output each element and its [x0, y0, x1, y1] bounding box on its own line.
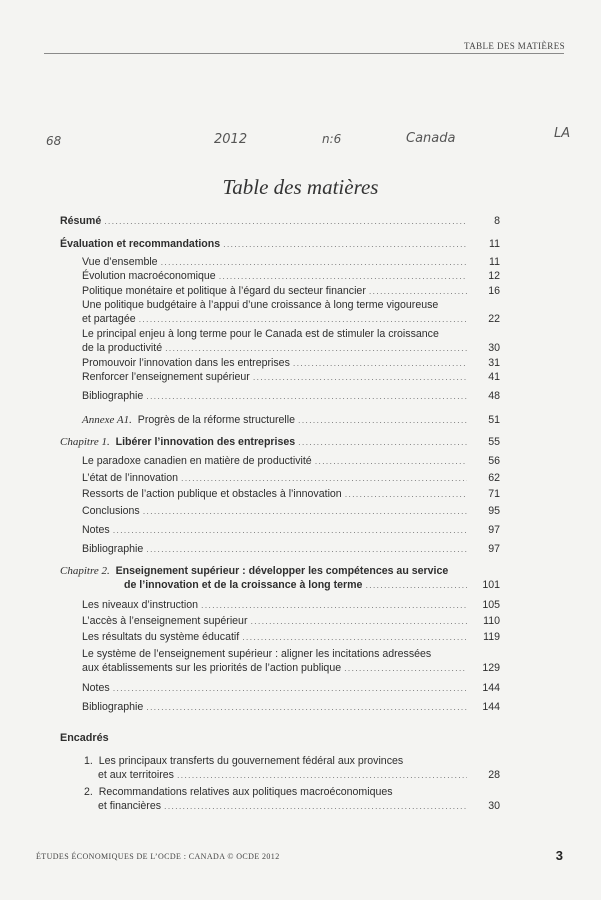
running-footer: ÉTUDES ÉCONOMIQUES DE L’OCDE : CANADA © OCDE 2012 — [36, 852, 280, 861]
toc-entry-title: Résumé — [60, 215, 102, 227]
toc-entry-page: 31 — [488, 356, 500, 369]
box-title: Les principaux transferts du gouvernement fédéral aux provinces — [98, 754, 404, 767]
toc-entry-page: 110 — [483, 614, 500, 627]
toc-entry-page: 119 — [483, 631, 500, 644]
header-rule — [44, 53, 564, 54]
toc-entry-title: Les niveaux d’instruction — [82, 598, 199, 611]
toc-entry-title: Une politique budgétaire à l’appui d’une croissance à long terme vigoureuse — [82, 298, 439, 311]
toc-entry[interactable] — [60, 630, 500, 644]
toc-entry-title: Bibliographie — [82, 390, 144, 403]
toc-entry-page: 62 — [488, 471, 500, 484]
toc-entry-title: Politique monétaire et politique à l’égard du secteur financier — [82, 284, 366, 297]
toc-entry-title: L’accès à l’enseignement supérieur — [82, 614, 248, 627]
chapter-label: Chapitre 1. — [60, 436, 110, 449]
toc-chapter-title: Libérer l’innovation des entreprises — [115, 436, 296, 449]
toc-entry[interactable] — [60, 237, 500, 251]
encadres-heading: Encadrés — [60, 732, 109, 745]
toc-entry[interactable] — [60, 504, 500, 518]
handwritten-note: LA — [554, 126, 571, 141]
toc-entry-title-cont: aux établissements sur les priorités de l’action publique — [82, 662, 342, 675]
toc-entry-page: 95 — [488, 504, 500, 517]
toc-entry-title: Bibliographie — [82, 543, 144, 556]
box-number: 1. — [84, 754, 93, 767]
box-entry[interactable] — [60, 754, 500, 783]
page-title: Table des matières — [222, 175, 379, 199]
box-page: 30 — [488, 799, 500, 812]
chapter-label: Chapitre 2. — [60, 564, 110, 577]
handwritten-note: 2012 — [214, 132, 248, 147]
toc-entry-page: 97 — [488, 524, 500, 537]
toc-chapter-title-cont: de l’innovation et de la croissance à long terme — [124, 579, 363, 592]
toc-entry[interactable] — [60, 454, 500, 468]
toc-entry-page: 11 — [489, 255, 500, 268]
handwritten-note: Canada — [406, 131, 456, 146]
page-number: 3 — [555, 848, 563, 863]
toc-entry[interactable] — [60, 370, 500, 384]
toc-entry[interactable] — [60, 681, 500, 695]
toc-entry-page: 71 — [488, 488, 500, 501]
toc-entry-page: 129 — [482, 662, 500, 675]
toc-entry[interactable] — [60, 413, 500, 427]
toc-entry-title: Le paradoxe canadien en matière de productivité — [82, 455, 312, 468]
toc-entry[interactable] — [60, 284, 500, 298]
toc-entry[interactable] — [60, 269, 500, 283]
toc-entry-title: L’état de l’innovation — [82, 471, 179, 484]
handwritten-note: 68 — [46, 134, 62, 148]
toc-entry-page: 22 — [488, 313, 500, 326]
toc-entry[interactable] — [60, 327, 500, 356]
toc-entry-title: Le système de l’enseignement supérieur : aligner les incitations adressées — [82, 647, 432, 660]
toc-entry-title: Évaluation et recommandations — [60, 238, 221, 251]
toc-entry-page: 144 — [482, 700, 500, 713]
toc-entry-page: 8 — [494, 215, 500, 227]
toc-entry-page: 16 — [488, 284, 500, 297]
toc-entry[interactable] — [60, 598, 500, 612]
toc-entry-page: 51 — [488, 413, 500, 426]
toc-entry-title: Vue d’ensemble — [82, 255, 158, 268]
toc-entry-page: 56 — [488, 455, 500, 468]
toc-entry-title-cont: et partagée — [82, 313, 136, 326]
toc-entry-page: 11 — [489, 238, 500, 251]
handwritten-note: n:6 — [322, 132, 342, 146]
toc-entry[interactable] — [60, 700, 500, 714]
toc-chapter[interactable] — [60, 564, 500, 593]
toc-entry[interactable] — [60, 523, 500, 537]
toc-entry[interactable] — [60, 647, 500, 676]
toc-entry-title: Bibliographie — [82, 700, 144, 713]
toc-chapter[interactable] — [60, 435, 500, 449]
toc-chapter-title: Enseignement supérieur : développer les compétences au service — [115, 564, 449, 577]
toc-entry-title: Notes — [82, 524, 110, 537]
toc-entry[interactable] — [60, 487, 500, 501]
toc-entry[interactable] — [60, 298, 500, 327]
toc-entry-title: Progrès de la réforme structurelle — [137, 413, 295, 426]
toc-entry[interactable] — [60, 471, 500, 485]
toc-entry-page: 105 — [482, 598, 500, 611]
annex-label: Annexe A1. — [82, 413, 132, 426]
toc-entry-title: Ressorts de l’action publique et obstacles à l’innovation — [82, 488, 342, 501]
running-header: TABLE DES MATIÈRES — [464, 41, 565, 51]
toc-entry-page: 48 — [488, 390, 500, 403]
toc-entry[interactable] — [60, 542, 500, 556]
toc-entry[interactable] — [60, 356, 500, 370]
toc-entry-page: 101 — [482, 579, 500, 592]
toc-entry-title: Les résultats du système éducatif — [82, 631, 240, 644]
toc-entry-title: Conclusions — [82, 504, 140, 517]
toc-entry[interactable] — [60, 255, 500, 269]
toc-entry-page: 97 — [488, 543, 500, 556]
box-page: 28 — [488, 769, 500, 782]
toc-entry-page: 30 — [488, 342, 500, 355]
toc-entry-title: Renforcer l’enseignement supérieur — [82, 370, 250, 383]
box-title: Recommandations relatives aux politiques macroéconomiques — [98, 785, 393, 798]
toc-entry-title-cont: de la productivité — [82, 342, 163, 355]
toc-entry-title: Le principal enjeu à long terme pour le Canada est de stimuler la croissance — [82, 327, 439, 340]
toc-entry-title: Notes — [82, 681, 110, 694]
toc-entry[interactable] — [60, 389, 500, 403]
toc-entry-page: 41 — [488, 370, 500, 383]
box-number: 2. — [84, 785, 93, 798]
table-of-contents — [60, 212, 500, 813]
toc-entry-page: 55 — [488, 436, 500, 449]
toc-entry-title: Évolution macroéconomique — [82, 270, 216, 283]
toc-entry[interactable] — [60, 214, 500, 228]
box-title-cont: et financières — [98, 799, 162, 812]
toc-entry-page: 12 — [488, 270, 500, 283]
box-title-cont: et aux territoires — [98, 769, 174, 782]
toc-entry[interactable] — [60, 614, 500, 628]
toc-entry-page: 144 — [482, 681, 500, 694]
toc-entry-title: Promouvoir l’innovation dans les entreprises — [82, 356, 290, 369]
box-entry[interactable] — [60, 785, 500, 814]
